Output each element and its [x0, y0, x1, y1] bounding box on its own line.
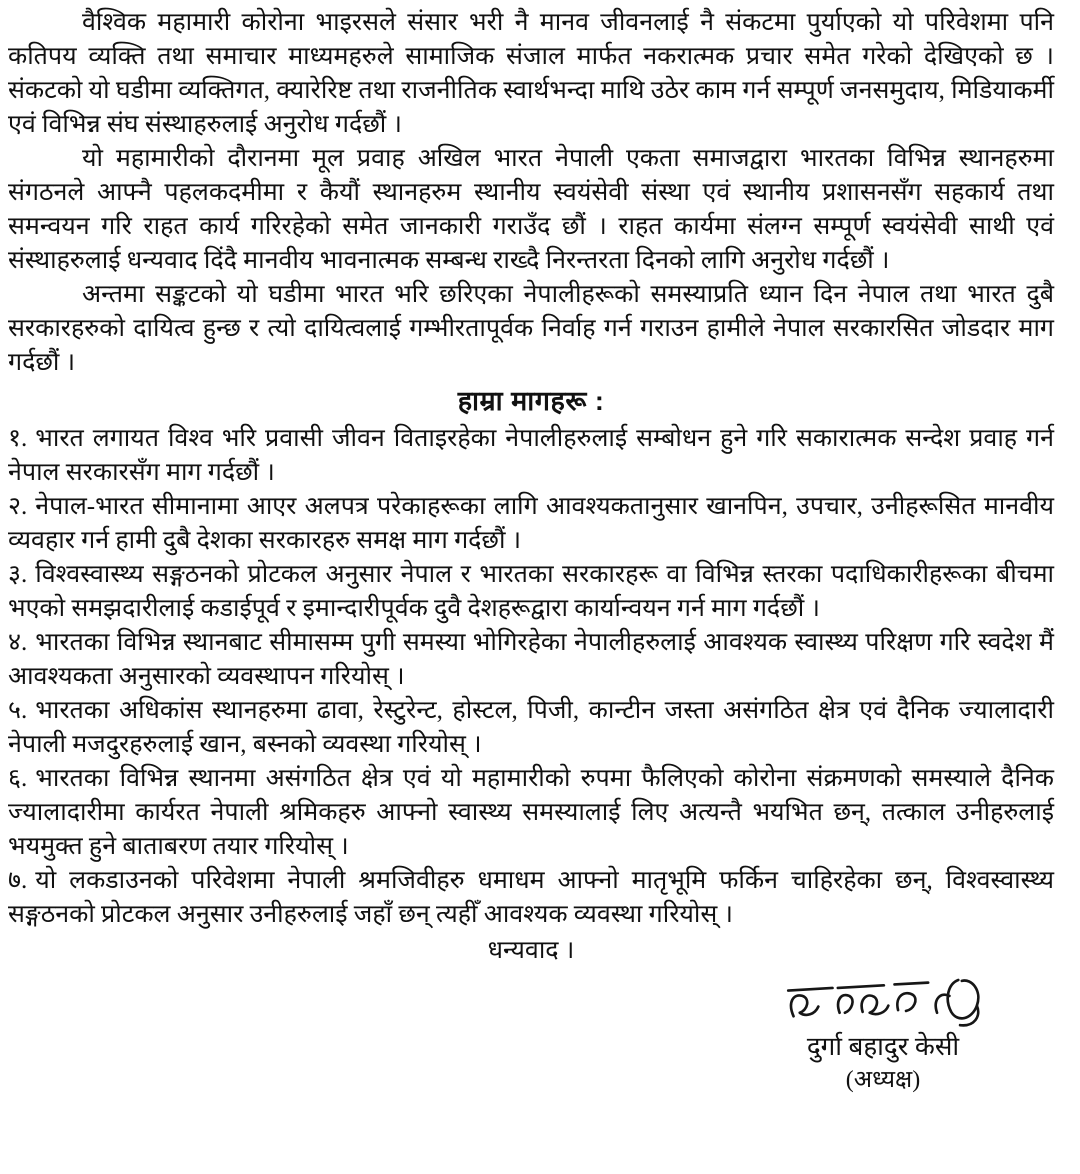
- demand-number: १.: [8, 425, 28, 452]
- demand-number: ७.: [8, 867, 28, 894]
- paragraph-appeal: अन्तमा सङ्कटको यो घडीमा भारत भरि छरिएका नेपालीहरूको समस्याप्रति ध्यान दिन नेपाल तथा भारत दुबै सरकारहरुको दायित्व हुन्छ र त्यो दायित्वलाई गम्भीरतापूर्वक निर्वाह गर्न गराउन हामीले नेपाल सरकारसित जोडदार माग गर्दछौं ।: [8, 281, 1054, 376]
- demand-item: [8, 558, 1054, 626]
- demand-text: विश्वस्वास्थ्य सङ्गठनको प्रोटकल अनुसार नेपाल र भारतका सरकारहरू वा विभिन्न स्तरका पदाधिकारीहरूका बीचमा भएको समझदारीलाई कडाईपूर्व र इमान्दारीपूर्वक दुवै देशहरूद्वारा कार्यान्वयन गर्न माग गर्दछौं ।: [8, 561, 1054, 622]
- demand-number: ५.: [8, 697, 28, 724]
- demand-item: [8, 762, 1054, 864]
- demand-item: [8, 694, 1054, 762]
- demand-number: ४.: [8, 629, 28, 656]
- demand-text: भारतका अधिकांस स्थानहरुमा ढावा, रेस्टुरेन्ट, होस्टल, पिजी, कान्टीन जस्ता असंगठित क्षेत्र एवं दैनिक ज्यालादारी नेपाली मजदुरहरुलाई खान, बस्नको व्यवस्था गरियोस् ।: [8, 697, 1054, 758]
- demand-text: भारतका विभिन्न स्थानमा असंगठित क्षेत्र एवं यो महामारीको रुपमा फैलिएको कोरोना संक्रमणको समस्याले दैनिक ज्यालादारीमा कार्यरत नेपाली श्रमिकहरु आफ्नो स्वास्थ्य समस्यालाई लिए अत्यन्तै भयभित छन्, तत्काल उनीहरुलाई भयमुक्त हुने बाताबरण तयार गरियोस् ।: [8, 765, 1054, 860]
- demand-item: [8, 864, 1054, 932]
- signatory-name: दुर्गा बहादुर केसी: [806, 1032, 960, 1061]
- signature-block: [758, 972, 1008, 1096]
- demand-text: भारत लगायत विश्व भरि प्रवासी जीवन विताइरहेका नेपालीहरुलाई सम्बोधन हुने गरि सकारात्मक सन्देश प्रवाह गर्न नेपाल सरकारसँग माग गर्दछौं ।: [8, 425, 1054, 486]
- demand-text: नेपाल-भारत सीमानामा आएर अलपत्र परेकाहरूका लागि आवश्यकतानुसार खानपिन, उपचार, उनीहरूसित मानवीय व्यवहार गर्न हामी दुबै देशका सरकारहरु समक्ष माग गर्दछौं ।: [8, 493, 1054, 554]
- demand-number: ३.: [8, 561, 28, 588]
- demand-item: [8, 626, 1054, 694]
- closing-thanks: धन्यवाद ।: [487, 937, 575, 964]
- demands-list: [8, 422, 1054, 932]
- handwritten-signature-icon: [773, 972, 993, 1034]
- demand-item: [8, 422, 1054, 490]
- paragraph-relief-work: यो महामारीको दौरानमा मूल प्रवाह अखिल भारत नेपाली एकता समाजद्वारा भारतका विभिन्न स्थानहरुमा संगठनले आफ्नै पहलकदमीमा र कैयौं स्थानहरुम स्थानीय स्वयंसेवी संस्था एवं स्थानीय प्रशासनसँग सहकार्य तथा समन्वयन गरि राहत कार्य गरिरहेको समेत जानकारी गराउँद छौं । राहत कार्यमा संलग्न सम्पूर्ण स्वयंसेवी साथी एवं संस्थाहरुलाई धन्यवाद दिंदै मानवीय भावनात्मक सम्बन्ध राख्दै निरन्तरता दिनको लागि अनुरोध गर्दछौं ।: [8, 145, 1054, 274]
- demand-item: [8, 490, 1054, 558]
- paragraph-intro: वैश्विक महामारी कोरोना भाइरसले संसार भरी नै मानव जीवनलाई नै संकटमा पुर्याएको यो परिवेशमा पनि कतिपय व्यक्ति तथा समाचार माध्यमहरुले सामाजिक संजाल मार्फत नकरात्मक प्रचार समेत गरेको देखिएको छ । संकटको यो घडीमा व्यक्तिगत, क्यारेरिष्ट तथा राजनीतिक स्वार्थभन्दा माथि उठेर काम गर्न सम्पूर्ण जनसमुदाय, मिडियाकर्मी एवं विभिन्न संघ संस्थाहरुलाई अनुरोध गर्दछौं ।: [8, 9, 1054, 138]
- demand-number: २.: [8, 493, 28, 520]
- signatory-role: (अध्यक्ष): [845, 1067, 921, 1093]
- demands-heading: हाम्रा मागहरू :: [457, 386, 605, 416]
- demand-text: यो लकडाउनको परिवेशमा नेपाली श्रमजिवीहरु धमाधम आफ्नो मातृभूमि फर्किन चाहिरहेका छन्, विश्वस्वास्थ्य सङ्गठनको प्रोटकल अनुसार उनीहरुलाई जहाँ छन् त्यहीँ आवश्यक व्यवस्था गरियोस् ।: [8, 867, 1054, 928]
- demand-text: भारतका विभिन्न स्थानबाट सीमासम्म पुगी समस्या भोगिरहेका नेपालीहरुलाई आवश्यक स्वास्थ्य परिक्षण गरि स्वदेश मैं आवश्यकता अनुसारको व्यवस्थापन गरियोस् ।: [8, 629, 1054, 690]
- demand-number: ६.: [8, 765, 28, 792]
